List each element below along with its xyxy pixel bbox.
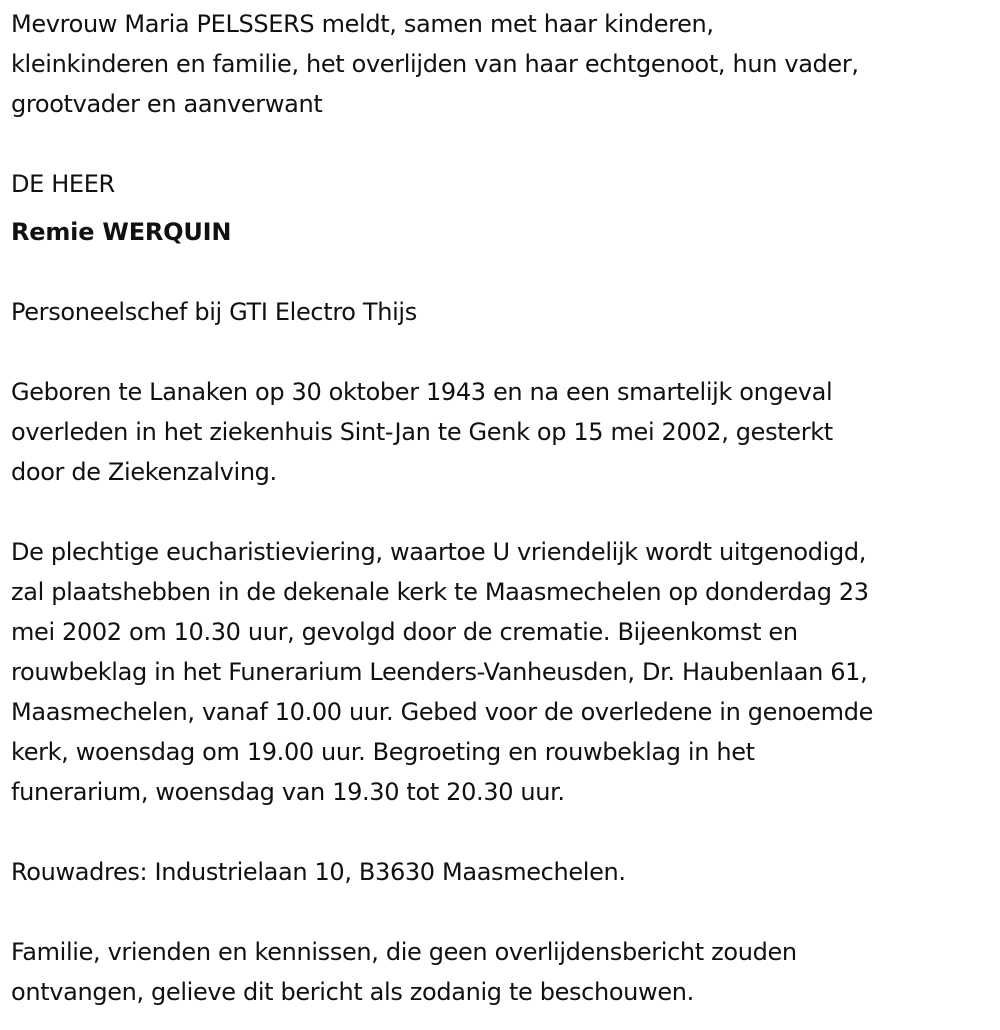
text-line: Familie, vrienden en kennissen, die geen overlijdensbericht zouden — [11, 938, 797, 966]
spacer — [11, 812, 991, 852]
closing-paragraph — [11, 932, 991, 1012]
spacer — [11, 332, 991, 372]
deceased-name: Remie WERQUIN — [11, 218, 232, 246]
text-line: kleinkinderen en familie, het overlijden van haar echtgenoot, hun vader, — [11, 50, 859, 78]
text-line: Maasmechelen, vanaf 10.00 uur. Gebed voor de overledene in genoemde — [11, 698, 874, 726]
honorific-title: DE HEER — [11, 170, 115, 198]
text-line: kerk, woensdag om 19.00 uur. Begroeting en rouwbeklag in het — [11, 738, 755, 766]
text-line: De plechtige eucharistieviering, waartoe U vriendelijk wordt uitgenodigd, — [11, 538, 867, 566]
spacer — [11, 124, 991, 164]
birth-death-paragraph — [11, 372, 991, 492]
spacer — [11, 492, 991, 532]
text-line: rouwbeklag in het Funerarium Leenders-Vanheusden, Dr. Haubenlaan 61, — [11, 658, 868, 686]
obituary-document — [11, 4, 991, 1012]
mourning-address: Rouwadres: Industrielaan 10, B3630 Maasmechelen. — [11, 858, 626, 886]
text-line: door de Ziekenzalving. — [11, 458, 277, 486]
spacer — [11, 252, 991, 292]
ceremony-paragraph — [11, 532, 991, 812]
text-line: funerarium, woensdag van 19.30 tot 20.30 uur. — [11, 778, 565, 806]
text-line: overleden in het ziekenhuis Sint-Jan te Genk op 15 mei 2002, gesterkt — [11, 418, 833, 446]
intro-paragraph — [11, 4, 991, 124]
text-line: mei 2002 om 10.30 uur, gevolgd door de crematie. Bijeenkomst en — [11, 618, 798, 646]
occupation: Personeelschef bij GTI Electro Thijs — [11, 298, 417, 326]
text-line: Geboren te Lanaken op 30 oktober 1943 en na een smartelijk ongeval — [11, 378, 833, 406]
spacer — [11, 892, 991, 932]
text-line: Mevrouw Maria PELSSERS meldt, samen met haar kinderen, — [11, 10, 714, 38]
text-line: ontvangen, gelieve dit bericht als zodanig te beschouwen. — [11, 978, 694, 1006]
text-line: grootvader en aanverwant — [11, 90, 323, 118]
text-line: zal plaatshebben in de dekenale kerk te Maasmechelen op donderdag 23 — [11, 578, 869, 606]
